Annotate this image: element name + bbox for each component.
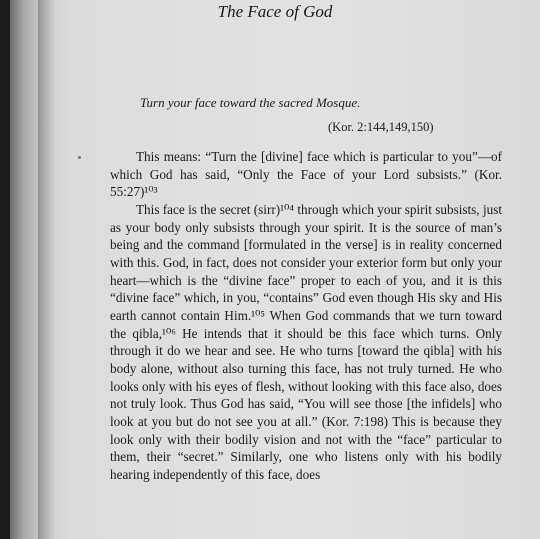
book-page: [10, 0, 540, 539]
running-head: The Face of God: [217, 2, 333, 21]
paragraph: This means: “Turn the [divine] face which is particular to you”—of which God has said, “Only the Face of your Lord subsists.” (Kor. 55:27)¹⁰³: [110, 149, 502, 200]
paragraph: This face is the secret (sirr)¹⁰⁴ through which your spirit subsists, just as your body only subsists through your spirit. It is the source of man’s being and the command [formulated in the verse] is in reality concerned with this. God, in fact, does not consider your exterior form but only your heart—which is the “divine face” proper to each of you, and it is this “divine face” which, in you, “contains” God even though His sky and His earth cannot contain Him.¹⁰⁵ When God commands that we turn toward the qibla,¹⁰⁶ He intends that it should be this face which turns. Only through it do we hear and see. He who turns [toward the qibla] with his body alone, without also turning this face, has not truly turned. He who looks only with his eyes of flesh, without looking with this face also, does not truly look. Thus God has said, “You will see those [the infidels] who look at you but do not see you at all.” (Kor. 7:198) This is because they look only with their bodily vision and not with the “face” particular to them, their “secret.” Similarly, one who listens only with his bodily hearing independently of this face, does: [110, 201, 502, 482]
page-gutter-shadow: [38, 0, 56, 539]
body-text: [110, 148, 502, 483]
epigraph-citation: (Kor. 2:144,149,150): [328, 120, 434, 134]
epigraph-text: Turn your face toward the sacred Mosque.: [140, 95, 361, 110]
margin-mark: [78, 156, 81, 159]
